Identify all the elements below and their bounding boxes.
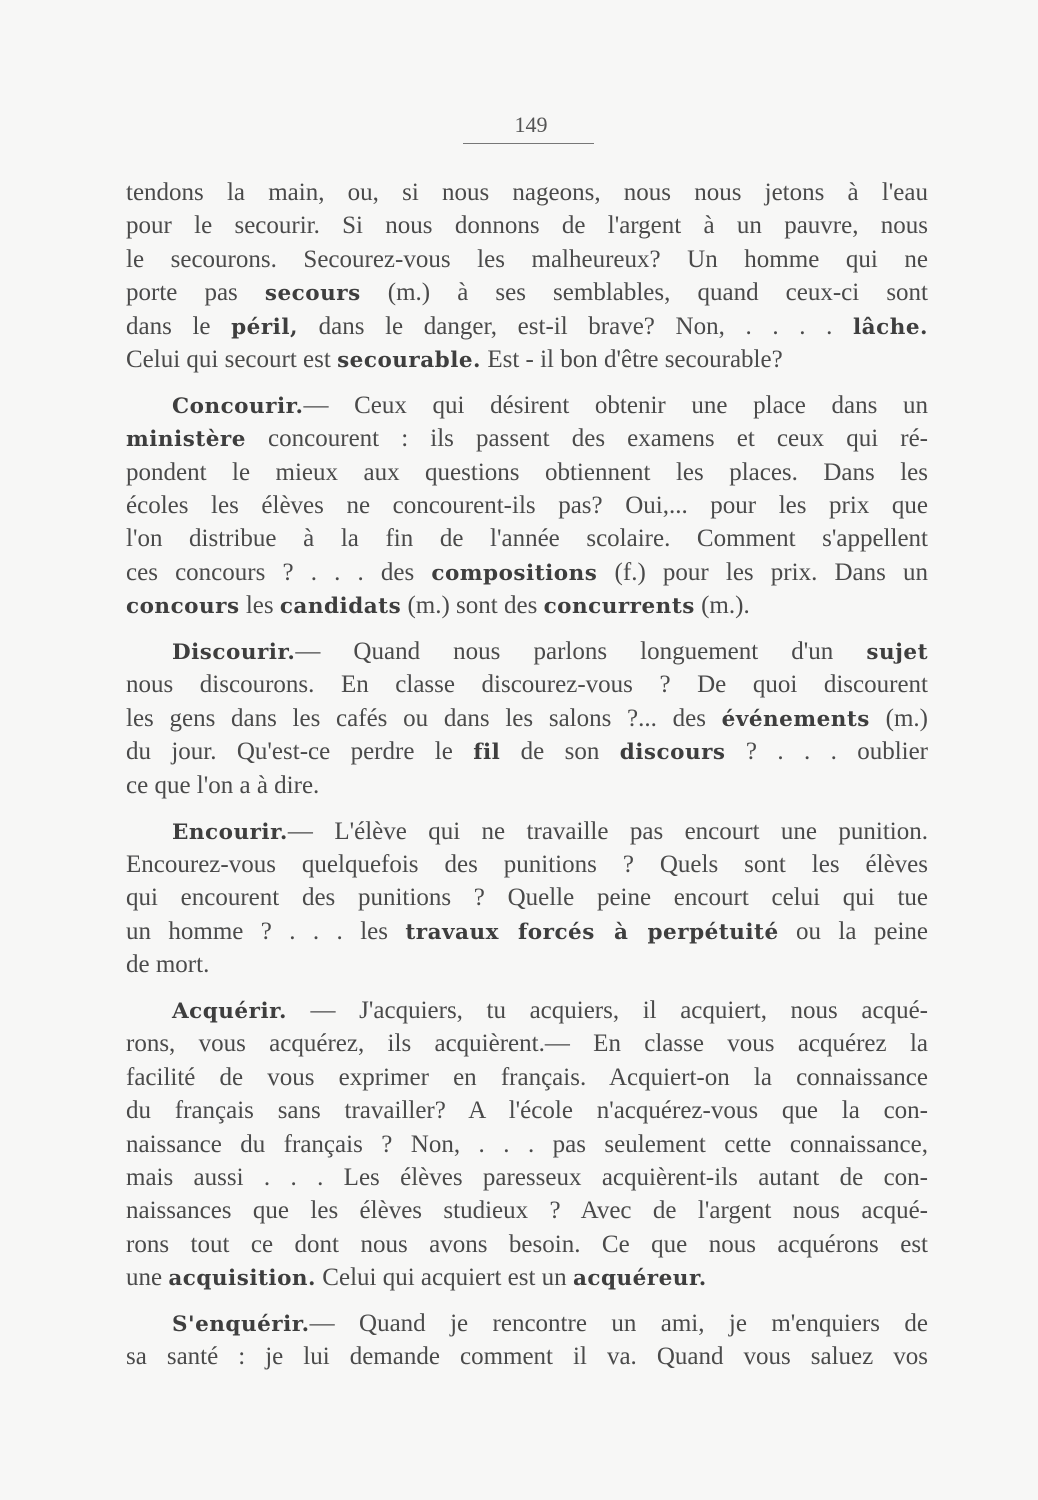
text-line: [126, 1261, 928, 1294]
bold-term: acquisition.: [168, 1266, 317, 1292]
text-line: [126, 522, 928, 555]
text-line: [126, 668, 928, 701]
bold-term: compositions: [431, 560, 598, 586]
text-line: [126, 389, 928, 422]
text-line: [126, 881, 928, 914]
bold-term: Discourir.: [172, 640, 296, 666]
text-line: [126, 556, 928, 589]
bold-term: Encourir.: [172, 819, 288, 845]
text-run: ou la peine: [778, 917, 928, 945]
bold-term: ministère: [126, 427, 246, 453]
text-line: [126, 1161, 928, 1194]
bold-term: candidats: [279, 594, 402, 620]
text-line: [126, 422, 928, 455]
paragraph: [126, 176, 928, 376]
text-run: un homme ? . . . les: [126, 917, 406, 945]
text-line: [126, 1307, 928, 1340]
bold-term: Concourir.: [172, 393, 304, 419]
text-run: dans le danger, est-il brave? Non, . . . .: [298, 312, 853, 340]
text-run: du français sans travailler? A l'école n'acquérez-vous que la con-: [126, 1097, 928, 1125]
bold-term: péril,: [231, 314, 299, 340]
text-run: une: [126, 1264, 169, 1292]
bold-term: sujet: [866, 640, 928, 666]
bold-term: événements: [721, 706, 870, 732]
text-line: [126, 1128, 928, 1161]
text-run: — Quand je rencontre un ami, je m'enquiers de: [309, 1310, 928, 1337]
text-line: [126, 1194, 928, 1227]
header-rule: [463, 143, 594, 144]
text-run: ? . . . oublier: [725, 738, 929, 766]
text-run: qui encourent des punitions ? Quelle peine encourt celui qui tue: [126, 884, 928, 912]
text-run: Est - il bon d'être secourable?: [481, 345, 783, 373]
paragraph: [126, 635, 928, 802]
bold-term: S'enquérir.: [172, 1312, 310, 1337]
text-run: pondent le mieux aux questions obtiennent les places. Dans les: [126, 458, 928, 486]
text-line: [126, 815, 928, 848]
bold-term: concurrents: [543, 594, 695, 620]
text-run: l'on distribue à la fin de l'année scolaire. Comment s'appellent: [126, 525, 928, 553]
text-run: les: [239, 592, 280, 620]
text-run: mais aussi . . . Les élèves paresseux acquièrent-ils autant de con-: [126, 1163, 928, 1191]
text-line: [126, 243, 928, 276]
text-line: [126, 489, 928, 522]
text-run: tendons la main, ou, si nous nageons, nous nous jetons à l'eau: [126, 179, 928, 206]
text-run: concourent : ils passent des examens et ceux qui ré-: [245, 425, 928, 453]
bold-term: travaux forcés à perpétuité: [405, 919, 779, 945]
text-line: [126, 1340, 928, 1373]
text-run: rons tout ce dont nous avons besoin. Ce que nous acquérons est: [126, 1230, 928, 1258]
text-line: [126, 994, 928, 1027]
paragraph: [126, 815, 928, 982]
text-run: écoles les élèves ne concourent-ils pas? Oui,... pour les prix que: [126, 492, 928, 520]
text-run: (m.) à ses semblables, quand ceux-ci sont: [360, 279, 928, 307]
text-run: (m.).: [694, 592, 750, 620]
text-run: facilité de vous exprimer en français. Acquiert-on la connaissance: [126, 1063, 928, 1091]
text-line: [126, 1228, 928, 1261]
bold-term: fil: [473, 740, 501, 766]
text-run: rons, vous acquérez, ils acquièrent.— En classe vous acquérez la: [126, 1030, 928, 1058]
text-run: de son: [500, 738, 620, 766]
bold-term: secourable.: [337, 347, 482, 373]
text-run: (m.): [869, 704, 928, 732]
text-line: [126, 769, 928, 802]
text-line: [126, 310, 928, 343]
text-line: [126, 176, 928, 209]
text-run: ce que l'on a à dire.: [126, 771, 320, 799]
text-run: ces concours ? . . . des: [126, 558, 432, 586]
text-line: [126, 915, 928, 948]
text-run: Celui qui acquiert est un: [316, 1264, 573, 1292]
text-line: [126, 848, 928, 881]
text-run: pour le secourir. Si nous donnons de l'argent à un pauvre, nous: [126, 212, 928, 240]
text-run: — Quand nous parlons longuement d'un: [295, 638, 867, 666]
paragraph: [126, 389, 928, 623]
text-run: — Ceux qui désirent obtenir une place dans un: [303, 391, 928, 419]
text-run: sa santé : je lui demande comment il va. Quand vous saluez vos: [126, 1343, 928, 1371]
text-line: [126, 1094, 928, 1127]
text-line: [126, 589, 928, 622]
page-number: 149: [514, 112, 548, 137]
text-line: [126, 1027, 928, 1060]
text-run: de mort.: [126, 951, 210, 979]
paragraph: [126, 994, 928, 1295]
text-run: le secourons. Secourez-vous les malheureux? Un homme qui ne: [126, 245, 928, 273]
text-line: [126, 948, 928, 981]
text-run: naissances que les élèves studieux ? Avec de l'argent nous acqué-: [126, 1197, 928, 1225]
text-run: (m.) sont des: [401, 592, 544, 620]
paragraph: [126, 1307, 928, 1374]
text-run: naissance du français ? Non, . . . pas seulement cette connaissance,: [126, 1130, 928, 1158]
body-text: [126, 176, 928, 1386]
text-run: porte pas: [126, 279, 265, 307]
text-line: [126, 343, 928, 376]
text-run: — L'élève qui ne travaille pas encourt une punition.: [287, 817, 928, 845]
text-run: du jour. Qu'est-ce perdre le: [126, 738, 474, 766]
text-run: nous discourons. En classe discourez-vous ? De quoi discourent: [126, 671, 928, 699]
text-run: (f.) pour les prix. Dans un: [597, 558, 928, 586]
bold-term: Acquérir.: [172, 998, 287, 1024]
bold-term: concours: [126, 594, 240, 620]
text-run: dans le: [126, 312, 232, 340]
text-run: les gens dans les cafés ou dans les salons ?... des: [126, 704, 722, 732]
text-line: [126, 1061, 928, 1094]
text-run: Celui qui secourt est: [126, 345, 338, 373]
text-run: Encourez-vous quelquefois des punitions ? Quels sont les élèves: [126, 850, 928, 878]
text-line: [126, 276, 928, 309]
text-line: [126, 702, 928, 735]
text-line: [126, 209, 928, 242]
text-line: [126, 735, 928, 768]
bold-term: secours: [264, 281, 361, 307]
bold-term: lâche.: [853, 314, 928, 340]
text-run: — J'acquiers, tu acquiers, il acquiert, nous acqué-: [286, 996, 928, 1024]
bold-term: discours: [619, 740, 726, 766]
bold-term: acquéreur.: [572, 1266, 707, 1292]
text-line: [126, 456, 928, 489]
text-line: [126, 635, 928, 668]
